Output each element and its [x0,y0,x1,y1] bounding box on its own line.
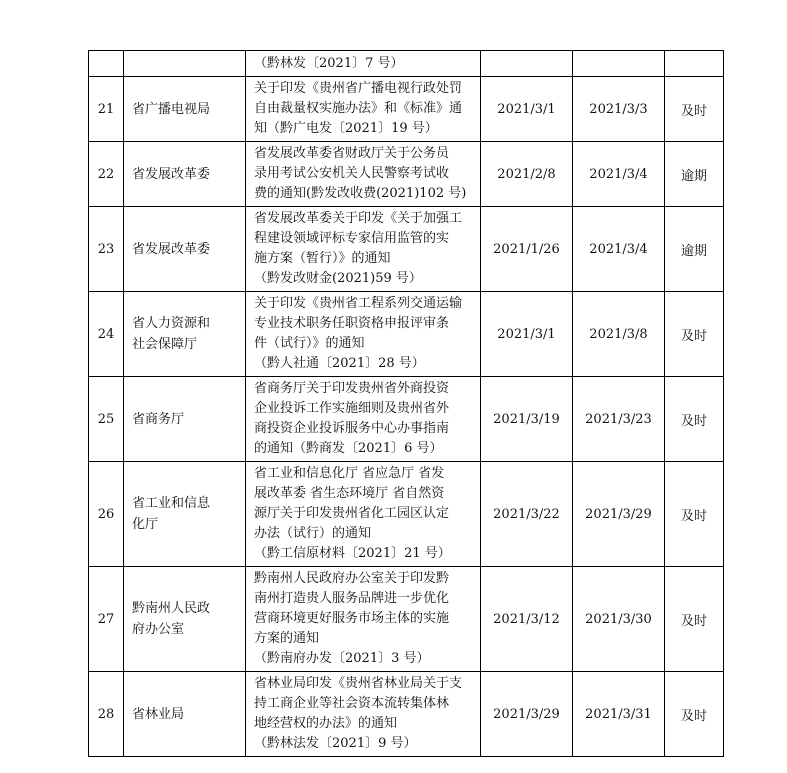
issue-date: 2021/3/19 [493,411,560,427]
doc-line: 程建设领域评标专家信用监管的实 [254,231,450,246]
doc-line: 关于印发《贵州省广播电视行政处罚 [254,81,463,96]
doc-line: 黔南州人民政府办公室关于印发黔 [254,571,450,586]
cell-filing-date [573,377,665,462]
unit-line: 省广播电视局 [132,101,211,117]
table-row [89,377,724,462]
doc-line: 知（黔广电发〔2021〕19 号） [254,121,438,136]
table-row [89,672,724,757]
cell-unit [124,672,246,757]
cell-filing-date [573,207,665,292]
cell-issue-date [481,51,573,77]
doc-line: 企业投诉工作实施细则及贵州省外 [254,401,450,416]
cell-unit [124,207,246,292]
doc-line: （黔林发〔2021〕7 号） [254,55,404,71]
unit-line: 黔南州人民政 [132,601,211,616]
doc-line: 费的通知(黔发改收费(2021)102 号) [254,186,467,201]
cell-num [89,672,124,757]
doc-line: 南州打造贵人服务品牌进一步优化 [254,591,450,606]
doc-line: 方案的通知 [254,631,320,646]
filing-date: 2021/3/23 [585,411,652,427]
cell-unit [124,377,246,462]
issue-date: 2021/3/12 [493,611,560,627]
cell-doc [246,51,481,77]
doc-line: 专业技术职务任职资格申报评审条 [254,316,450,331]
issue-date: 2021/3/29 [493,706,560,722]
unit-line: 省工业和信息 [132,496,211,511]
row-number: 28 [97,706,115,722]
unit-line: 省人力资源和 [132,316,211,331]
cell-issue-date [481,377,573,462]
cell-doc [246,292,481,377]
cell-issue-date [481,567,573,672]
cell-issue-date [481,77,573,142]
cell-status [665,292,724,377]
cell-issue-date [481,207,573,292]
status-text: 及时 [680,413,707,429]
cell-unit [124,77,246,142]
doc-line: （黔林法发〔2021〕9 号） [254,736,417,751]
doc-line: 的通知（黔商发〔2021〕6 号） [254,441,443,456]
filing-date: 2021/3/31 [585,706,652,722]
table-row [89,567,724,672]
row-number: 26 [97,506,115,522]
doc-line: 源厅关于印发贵州省化工园区认定 [254,506,450,521]
status-text: 及时 [680,328,707,344]
doc-line: （黔人社通〔2021〕28 号） [254,356,425,371]
cell-status [665,377,724,462]
row-number: 22 [97,166,115,182]
status-text: 逾期 [680,168,707,184]
cell-num [89,207,124,292]
unit-line: 府办公室 [132,622,185,637]
cell-issue-date [481,292,573,377]
cell-num [89,377,124,462]
status-text: 逾期 [680,243,707,259]
cell-status [665,462,724,567]
cell-doc [246,207,481,292]
issue-date: 2021/1/26 [493,241,560,257]
cell-unit [124,462,246,567]
status-text: 及时 [680,708,707,724]
row-number: 23 [97,241,115,257]
cell-unit [124,292,246,377]
cell-doc [246,377,481,462]
status-text: 及时 [680,613,707,629]
unit-line: 省发展改革委 [132,166,211,182]
cell-status [665,142,724,207]
doc-line: 自由裁量权实施办法》和《标准》通 [254,101,463,116]
table-body [89,51,724,757]
cell-status [665,51,724,77]
filing-date: 2021/3/30 [585,611,652,627]
cell-doc [246,672,481,757]
issue-date: 2021/2/8 [497,166,556,182]
table-row [89,142,724,207]
doc-line: 省发展改革委省财政厅关于公务员 [254,146,450,161]
row-number: 24 [97,326,115,342]
issue-date: 2021/3/22 [493,506,560,522]
cell-issue-date [481,142,573,207]
row-number: 25 [97,411,115,427]
doc-line: 关于印发《贵州省工程系列交通运输 [254,296,463,311]
doc-line: （黔南府办发〔2021〕3 号） [254,651,430,666]
filing-date: 2021/3/4 [589,166,648,182]
row-number: 21 [97,101,115,117]
cell-num [89,51,124,77]
cell-unit [124,51,246,77]
cell-num [89,567,124,672]
cell-num [89,142,124,207]
status-text: 及时 [680,508,707,524]
doc-line: 件（试行）》的通知 [254,336,365,351]
table-row [89,207,724,292]
doc-line: 省商务厅关于印发贵州省外商投资 [254,381,450,396]
doc-line: （黔发改财金(2021)59 号） [254,271,422,286]
unit-line: 社会保障厅 [132,337,198,352]
row-number: 27 [97,611,115,627]
cell-issue-date [481,462,573,567]
cell-num [89,77,124,142]
cell-doc [246,142,481,207]
cell-num [89,462,124,567]
doc-line: 展改革委 省生态环境厅 省自然资 [254,486,445,501]
doc-line: 省发展改革委关于印发《关于加强工 [254,211,463,226]
doc-line: 施方案（暂行）》的通知 [254,251,391,266]
filing-date: 2021/3/8 [589,326,648,342]
table-row [89,77,724,142]
unit-line: 化厅 [132,517,159,532]
doc-line: 省工业和信息化厅 省应急厅 省发 [254,466,445,481]
unit-line: 省林业局 [132,706,185,722]
cell-status [665,77,724,142]
doc-line: 录用考试公安机关人民警察考试收 [254,166,450,181]
cell-unit [124,567,246,672]
cell-filing-date [573,292,665,377]
cell-status [665,672,724,757]
unit-line: 省商务厅 [132,411,185,427]
cell-status [665,207,724,292]
cell-num [89,292,124,377]
unit-line: 省发展改革委 [132,241,211,257]
issue-date: 2021/3/1 [497,326,556,342]
filing-table [88,50,724,757]
filing-date: 2021/3/4 [589,241,648,257]
doc-line: 办法（试行）的通知 [254,526,372,541]
cell-status [665,567,724,672]
filing-date: 2021/3/29 [585,506,652,522]
cell-doc [246,462,481,567]
table-row-continuation [89,51,724,77]
cell-filing-date [573,672,665,757]
issue-date: 2021/3/1 [497,101,556,117]
doc-line: 持工商企业等社会资本流转集体林 [254,696,450,711]
cell-unit [124,142,246,207]
cell-filing-date [573,142,665,207]
table-row [89,292,724,377]
status-text: 及时 [680,103,707,119]
doc-line: （黔工信原材料〔2021〕21 号） [254,546,451,561]
cell-issue-date [481,672,573,757]
doc-line: 省林业局印发《贵州省林业局关于支 [254,676,463,691]
filing-date: 2021/3/3 [589,101,648,117]
cell-doc [246,77,481,142]
cell-filing-date [573,567,665,672]
table-row [89,462,724,567]
doc-line: 商投资企业投诉服务中心办事指南 [254,421,450,436]
cell-filing-date [573,77,665,142]
doc-line: 营商环境更好服务市场主体的实施 [254,611,450,626]
cell-filing-date [573,51,665,77]
cell-filing-date [573,462,665,567]
doc-line: 地经营权的办法》的通知 [254,716,398,731]
cell-doc [246,567,481,672]
